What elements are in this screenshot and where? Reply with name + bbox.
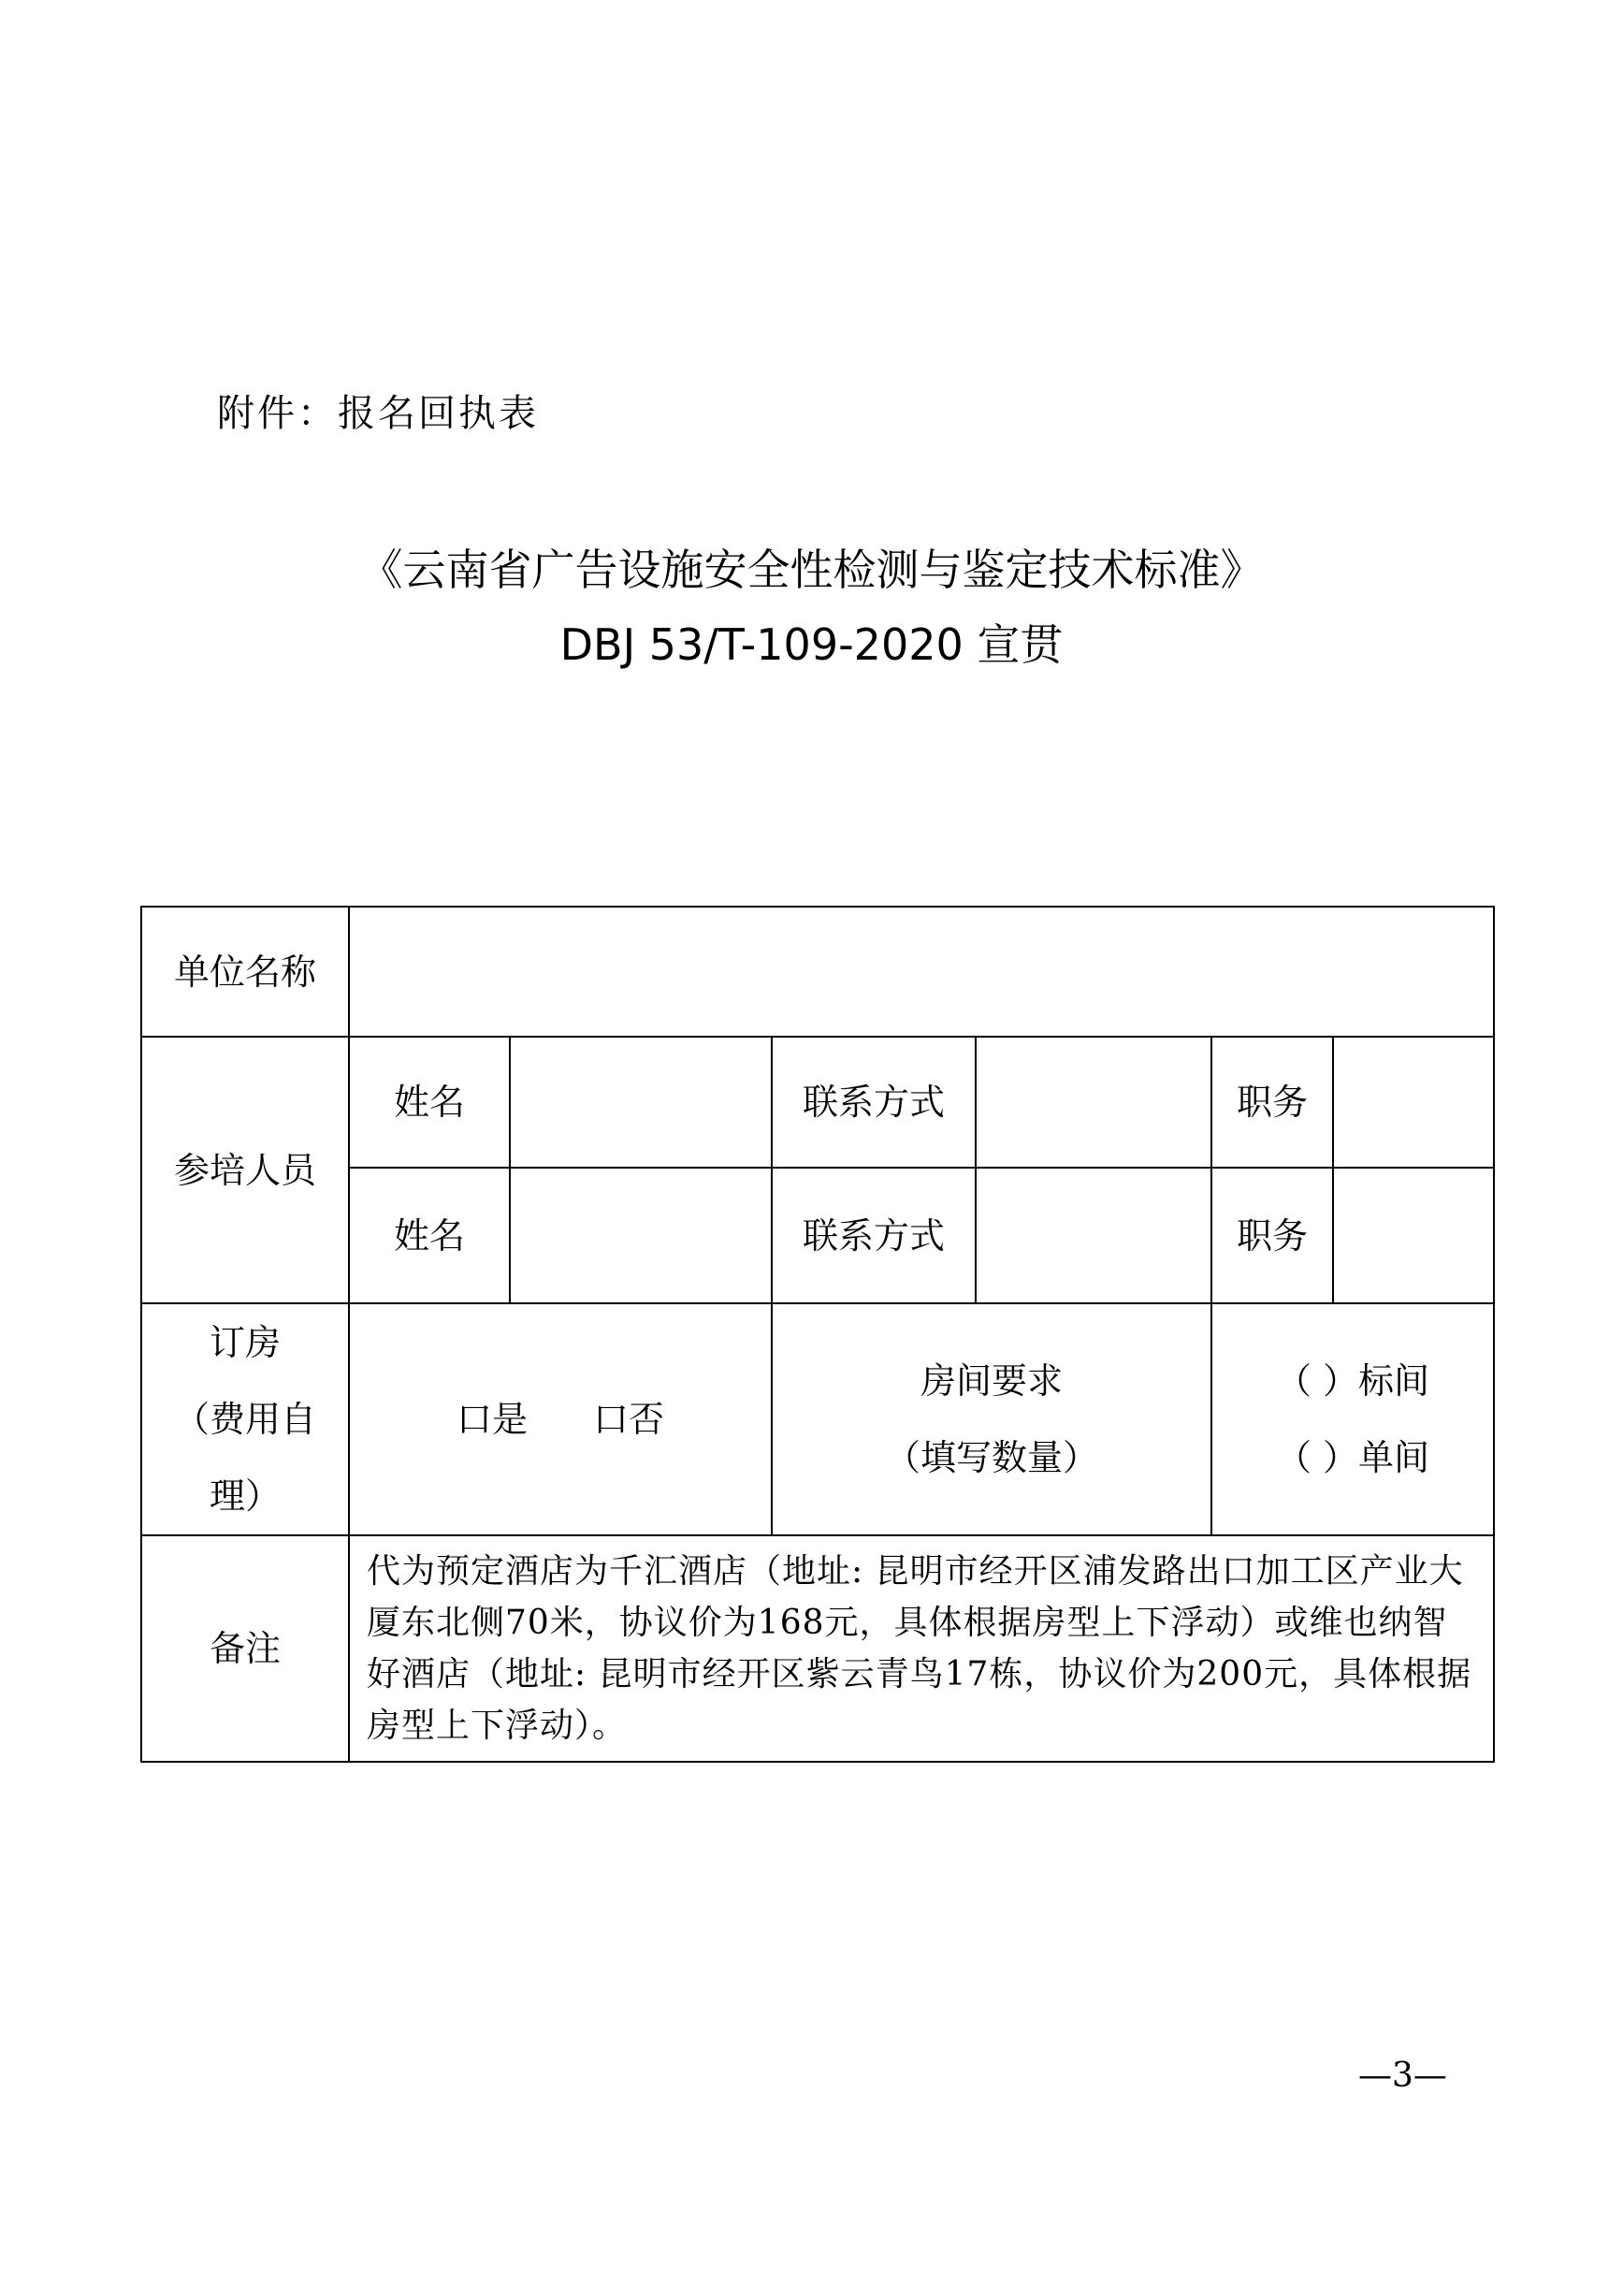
position-label: 职务 [1211,1037,1333,1168]
remarks-text: 代为预定酒店为千汇酒店（地址: 昆明市经开区浦发路出口加工区产业大厦东北侧70米，协议价为168元，具体根据房型上下浮动）或维也纳智好酒店（地址: 昆明市经开区紫云青鸟17栋，协议价为200元，具体根据房型上下浮动）。 [349,1535,1494,1762]
room-requirement-label [772,1303,1211,1535]
booking-yes-checkbox[interactable]: 口是 [456,1399,528,1440]
contact-field[interactable] [976,1168,1211,1303]
booking-label-line: （费用自 [173,1399,316,1440]
remarks-row [141,1535,1494,1762]
unit-name-label: 单位名称 [141,907,349,1037]
room-types [1211,1303,1494,1535]
position-field[interactable] [1333,1037,1494,1168]
booking-label-line: 订房 [209,1322,281,1363]
contact-label: 联系方式 [772,1168,976,1303]
booking-label [141,1303,349,1535]
room-type-single[interactable]: （ ）单间 [1275,1437,1430,1478]
name-label: 姓名 [349,1168,510,1303]
booking-row [141,1303,1494,1535]
registration-form [140,906,1495,1763]
name-label: 姓名 [349,1037,510,1168]
unit-name-row [141,907,1494,1037]
participant-row [141,1037,1494,1168]
room-requirement-line: 房间要求 [920,1360,1063,1402]
page-number: —3— [1358,2056,1447,2095]
participants-label: 参培人员 [141,1037,349,1303]
name-field[interactable] [510,1037,772,1168]
unit-name-field[interactable] [349,907,1494,1037]
room-type-standard[interactable]: （ ）标间 [1275,1360,1430,1402]
position-field[interactable] [1333,1168,1494,1303]
contact-field[interactable] [976,1037,1211,1168]
room-requirement-line: （填写数量） [884,1437,1098,1478]
booking-no-checkbox[interactable]: 口否 [593,1399,665,1440]
document-title: 《云南省广告设施安全性检测与鉴定技术标准》 [359,545,1264,595]
position-label: 职务 [1211,1168,1333,1303]
name-field[interactable] [510,1168,772,1303]
contact-label: 联系方式 [772,1037,976,1168]
document-subtitle: DBJ 53/T-109-2020 宣贯 [559,619,1064,670]
attachment-label: 附件：报名回执表 [217,392,539,435]
remarks-label: 备注 [141,1535,349,1762]
booking-label-line: 理） [209,1475,281,1517]
booking-options [349,1303,772,1535]
